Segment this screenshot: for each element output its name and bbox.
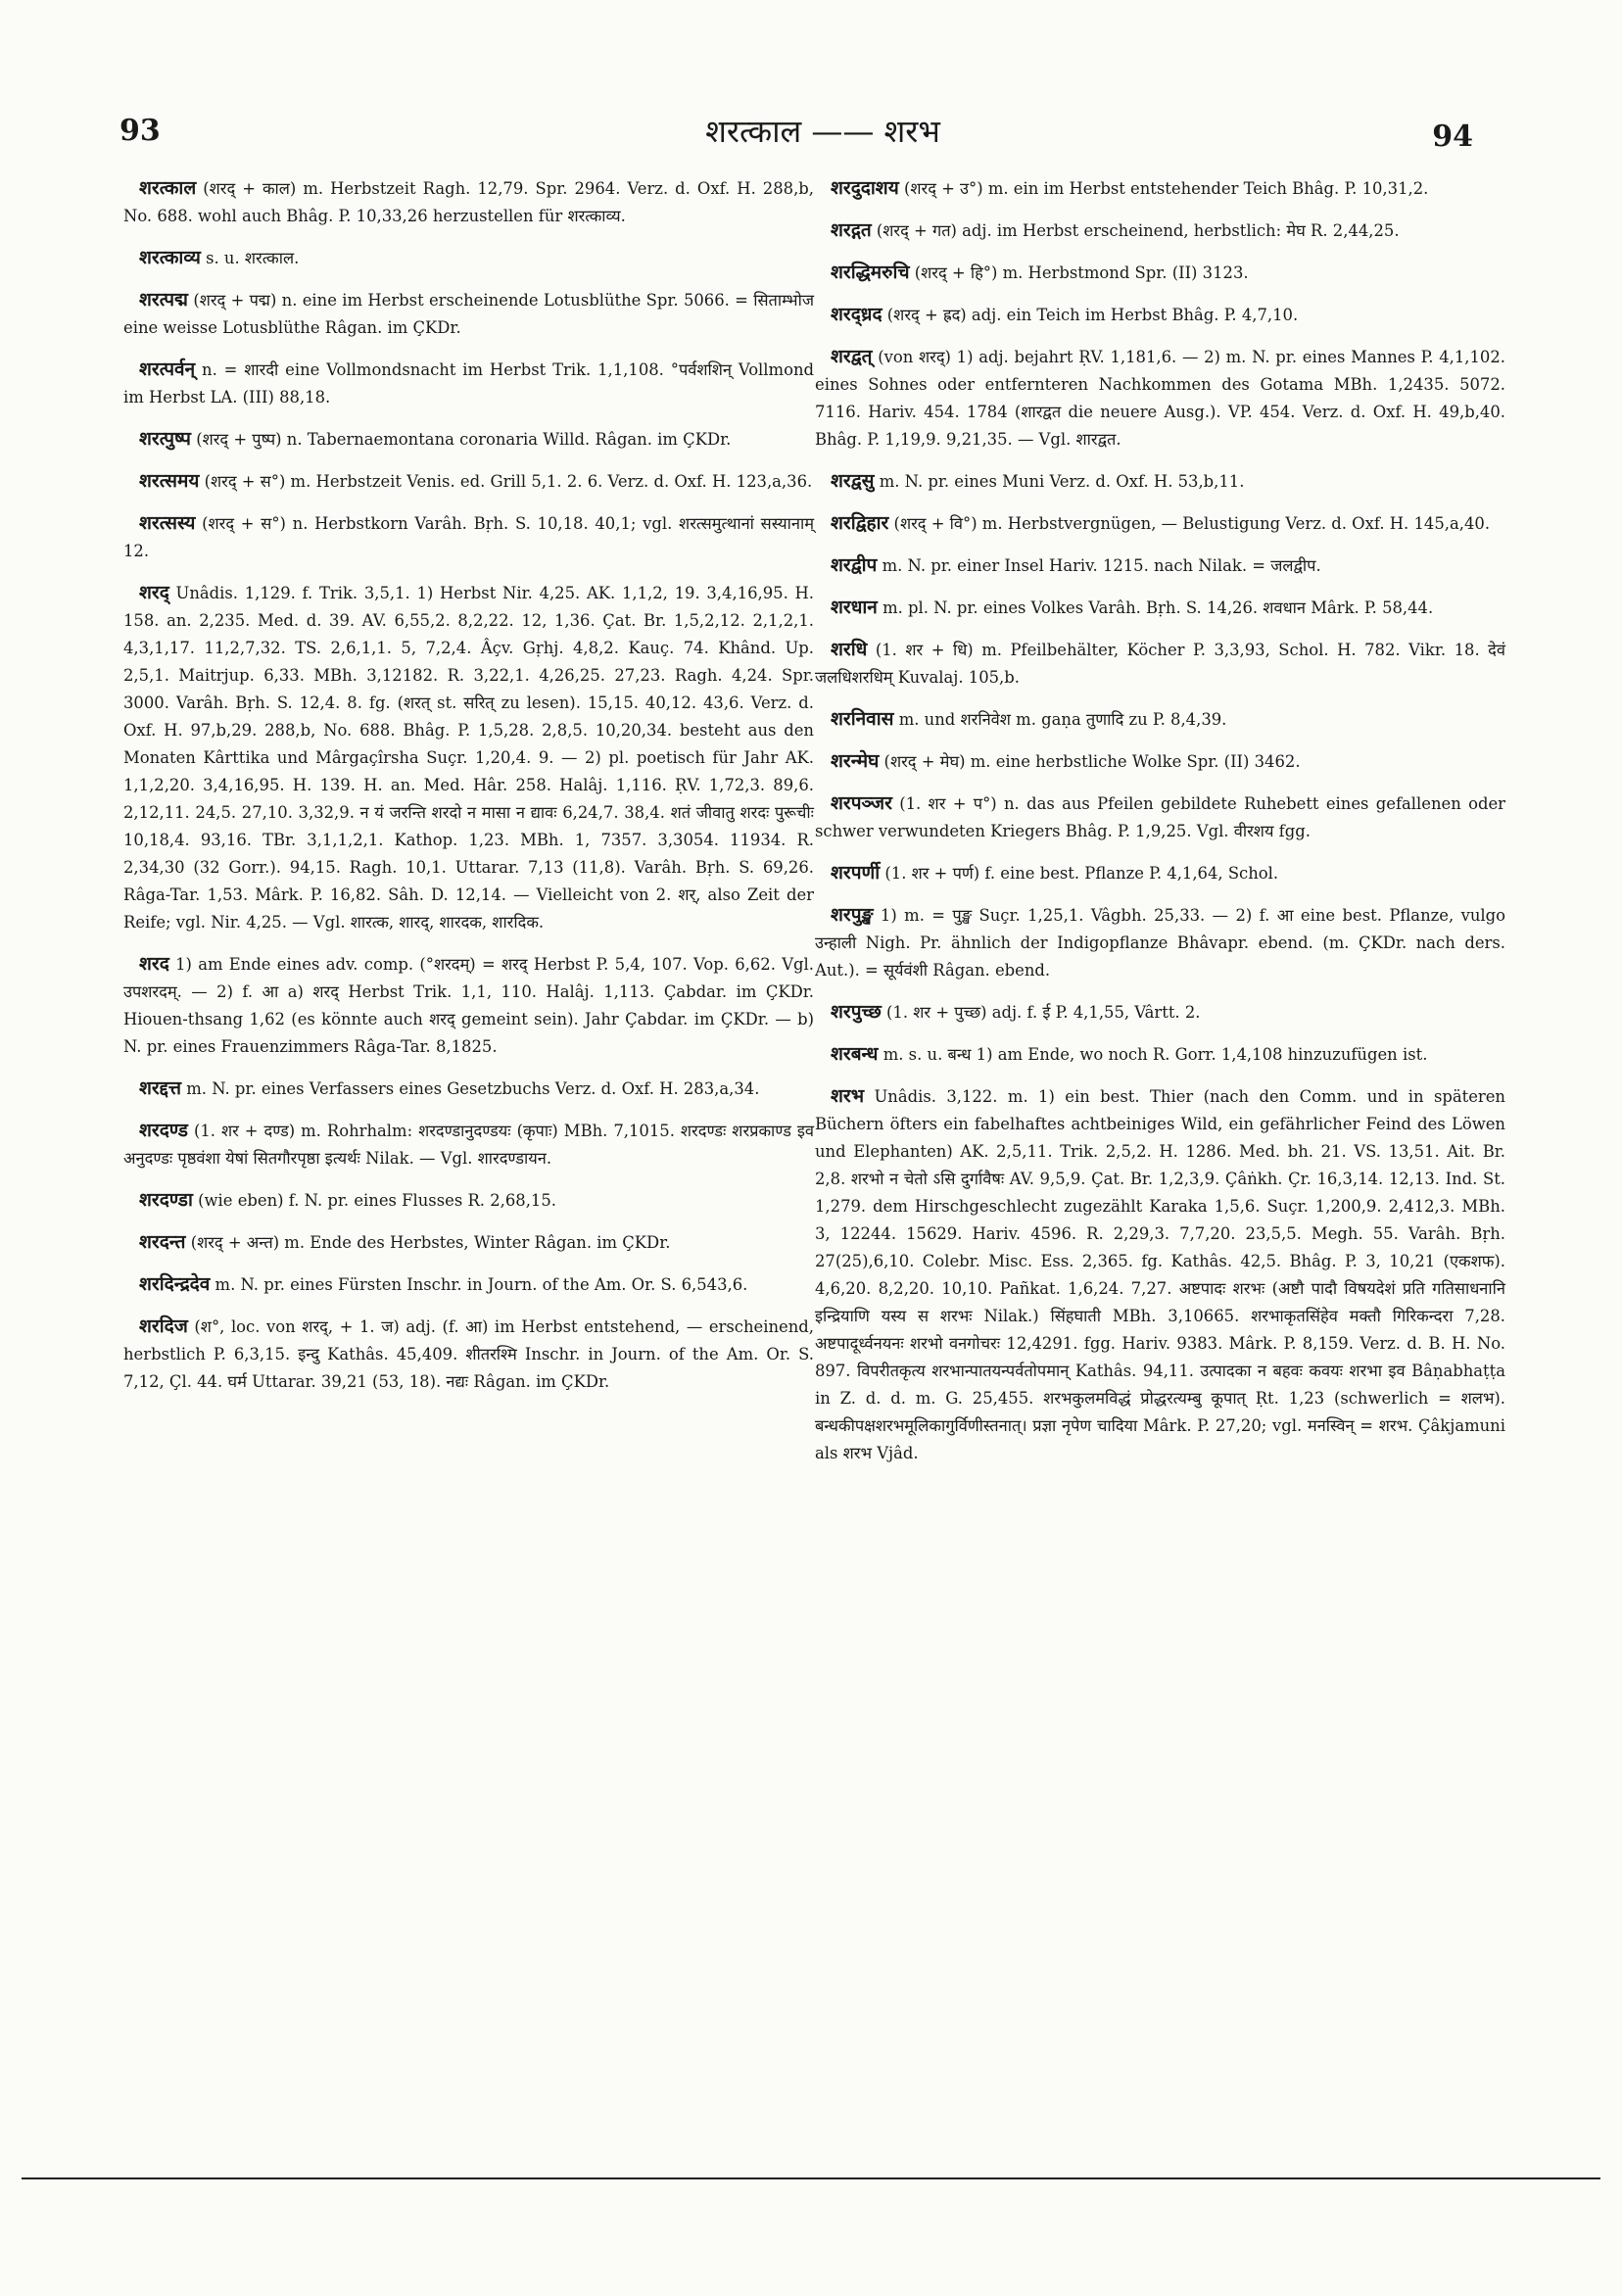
dictionary-entry [815, 301, 1505, 329]
entry-headword: शरद्वीप [831, 554, 878, 576]
entry-text: 1) m. = पुङ्ख Suçr. 1,25,1. Vâgbh. 25,33. — 2) f. आ eine best. Pflanze, vulgo उन्हाली Nigh. Pr. ähnlich der Indigopflanze Bhâvapr. ebend. (m. ÇKDr. nach ders. Aut.). = सूर्यवंशी Râgan. ebend. [815, 906, 1505, 980]
entry-headword: शरदण्ड [139, 1120, 188, 1141]
entry-text: (शरद् + उ°) m. ein im Herbst entstehender Teich Bhâg. P. 10,31,2. [903, 179, 1429, 198]
dictionary-entry [815, 859, 1505, 887]
entry-headword: शरत्काल [139, 177, 197, 199]
dictionary-entry [123, 1228, 814, 1257]
entry-headword: शरधान [831, 597, 878, 618]
dictionary-entry [815, 636, 1505, 692]
entry-headword: शरदिज [139, 1315, 188, 1337]
dictionary-entry [123, 1186, 814, 1215]
entry-headword: शरद्धिमरुचि [831, 262, 910, 283]
entry-text: (1. शर + दण्ड) m. Rohrhalm: शरदण्डानुदण्डयः (कृपाः) MBh. 7,1015. शरदण्डः शरप्रकाण्ड इव अनुदण्डः पृष्ठवंशा येषां सितगौरपृष्ठा इत्यर्थः Nilak. — Vgl. शारदण्डायन. [123, 1122, 814, 1168]
entry-text: m. N. pr. eines Fürsten Inschr. in Journ. of the Am. Or. S. 6,543,6. [215, 1275, 748, 1294]
entry-text: (1. शर + पर्ण) f. eine best. Pflanze P. 4,1,64, Schol. [884, 864, 1279, 883]
entry-text: (von शरद्) 1) adj. bejahrt ṚV. 1,181,6. — 2) m. N. pr. eines Mannes P. 4,1,102. eines Sohnes oder entfernteren Nachkommen des Gotama MBh. 1,2435. 5072. 7116. Hariv. 454. 1784 (शारद्वत die neuere Ausg.). VP. 454. Verz. d. Oxf. H. 49,b,40. Bhâg. P. 1,19,9. 9,21,35. — Vgl. शारद्वत. [815, 348, 1506, 449]
dictionary-entry [123, 425, 814, 454]
entry-headword: शरत्पर्वन् [139, 359, 196, 380]
dictionary-entry [815, 789, 1505, 845]
entry-headword: शरनिवास [831, 708, 894, 730]
entry-text: m. N. pr. eines Muni Verz. d. Oxf. H. 53,b,11. [879, 472, 1245, 491]
entry-headword: शरद्दत्त [139, 1077, 182, 1099]
dictionary-entry [815, 509, 1505, 538]
entry-text: m. s. u. बन्ध 1) am Ende, wo noch R. Gorr. 1,4,108 hinzuzufügen ist. [883, 1045, 1428, 1064]
page-number-left: 93 [119, 114, 161, 148]
page-number-right: 94 [1432, 120, 1473, 154]
left-column [123, 174, 814, 1410]
entry-text: (शरद् + मेघ) m. eine herbstliche Wolke Spr. (II) 3462. [883, 752, 1301, 771]
entry-headword: शरत्समय [139, 470, 200, 492]
entry-headword: शरत्पद्म [139, 289, 188, 311]
entry-text: (शरद् + गत) adj. im Herbst erscheinend, herbstlich: मेघ R. 2,44,25. [876, 221, 1400, 240]
dictionary-entry [815, 1040, 1505, 1069]
entry-headword: शरधि [831, 639, 868, 660]
dictionary-entry [815, 259, 1505, 287]
dictionary-entry [123, 286, 814, 342]
entry-text: (1. शर + धि) m. Pfeilbehälter, Köcher P. 3,3,93, Schol. H. 782. Vikr. 18. देवं जलधिशरधिम् Kuvalaj. 105,b. [815, 641, 1505, 687]
entry-headword: शरत्काव्य [139, 247, 201, 268]
entry-headword: शरदिन्द्रदेव [139, 1273, 211, 1295]
entry-text: (शरद् + पुष्प) n. Tabernaemontana coronaria Willd. Râgan. im ÇKDr. [196, 430, 732, 449]
entry-text: m. pl. N. pr. eines Volkes Varâh. Bṛh. S. 14,26. शवधान Mârk. P. 58,44. [883, 598, 1434, 617]
entry-text: n. = शारदी eine Vollmondsnacht im Herbst Trik. 1,1,108. °पर्वशशिन् Vollmond im Herbst LA. (III) 88,18. [123, 360, 815, 407]
dictionary-entry [815, 998, 1505, 1027]
entry-headword: शरपुच्छ [831, 1001, 882, 1023]
entry-text: (1. शर + पुच्छ) adj. f. ई P. 4,1,55, Vârtt. 2. [886, 1003, 1201, 1022]
entry-headword: शरबन्ध [831, 1043, 879, 1065]
right-column [815, 174, 1505, 1481]
entry-headword: शरद्गत [831, 219, 872, 241]
entry-headword: शरपर्णी [831, 862, 881, 884]
dictionary-entry [123, 1075, 814, 1103]
entry-text: (शरद् + स°) n. Herbstkorn Varâh. Bṛh. S. 10,18. 40,1; vgl. शरत्समुत्थानां सस्यानाम् 12. [123, 514, 815, 560]
header-title: शरत्काल —— शरभ [705, 113, 940, 150]
entry-text: (1. शर + प°) n. das aus Pfeilen gebildete Ruhebett eines gefallenen oder schwer verwundeten Kriegers Bhâg. P. 1,9,25. Vgl. वीरशय fgg. [815, 794, 1505, 840]
dictionary-entry [123, 1313, 814, 1396]
entry-headword: शरद् [139, 582, 169, 603]
dictionary-entry [123, 1117, 814, 1172]
entry-headword: शरपुङ्ख [831, 904, 874, 926]
entry-headword: शरदुदाशय [831, 177, 899, 199]
dictionary-entry [815, 216, 1505, 245]
entry-text: Unâdis. 1,129. f. Trik. 3,5,1. 1) Herbst Nir. 4,25. AK. 1,1,2, 19. 3,4,16,95. H. 158. an. 2,235. Med. d. 39. AV. 6,55,2. 8,2,22. 12, 1,36. Çat. Br. 1,5,2,12. 2,1,2,1. 4,3,1,17. 11,2,7,32. TS. 2,6,1,1. 5, 7,2,4. Âçv. Gṛhj. 4,8,2. Kauç. 74. Khând. Up. 2,5,1. Maitrjup. 6,33. MBh. 3,12182. R. 3,22,1. 4,26,25. 27,23. Ragh. 4,24. Spr. 3000. Varâh. Bṛh. S. 12,4. 8. fg. (शरत् st. सरित् zu lesen). 15,15. 40,12. 43,6. Verz. d. Oxf. H. 97,b,29. 288,b, No. 688. Bhâg. P. 1,5,28. 2,8,5. 10,20,34. besteht aus den Monaten Kârttika und Mârgaçîrsha Suçr. 1,20,4. 9. — 2) pl. poetisch für Jahr AK. 1,1,2,20. 3,4,16,95. H. 139. H. an. Med. Hâr. 258. Halâj. 1,116. ṚV. 1,72,3. 89,6. 2,12,11. 24,5. 27,10. 3,32,9. न यं जरन्ति शरदो न मासा न द्यावः 6,24,7. 38,4. शतं जीवातु शरदः पुरूचीः 10,18,4. 93,16. TBr. 3,1,1,2,1. Kathop. 1,23. MBh. 1, 7357. 3,3054. 11934. R. 2,34,30 (32 Gorr.). 94,15. Ragh. 10,1. Uttarar. 7,13 (11,8). Varâh. Bṛh. S. 69,26. Râga-Tar. 1,53. Mârk. P. 16,82. Sâh. D. 12,14. — Vielleicht von 2. शर्, also Zeit der Reife; vgl. Nir. 4,25. — Vgl. शारत्क, शारद्, शारदक, शारदिक. [123, 584, 814, 932]
entry-text: Unâdis. 3,122. m. 1) ein best. Thier (nach den Comm. und in späteren Büchern öfters ein fabelhaftes achtbeiniges Wild, ein gefährlicher Feind des Löwen und Elephanten) AK. 2,5,11. Trik. 2,5,2. H. 1286. Med. bh. 21. VS. 13,51. Ait. Br. 2,8. शरभो न चेतो ऽसि दुर्गावैषः AV. 9,5,9. Çat. Br. 1,2,3,9. Çâṅkh. Çr. 16,3,14. 12,13. Ind. St. 1,279. dem Hirschgeschlecht zugezählt Karaka 1,5,6. Suçr. 1,200,9. 2,412,3. MBh. 3, 12244. 15629. Hariv. 4596. R. 2,29,3. 7,7,20. 23,5,5. Megh. 55. Varâh. Bṛh. 27(25),6,10. Colebr. Misc. Ess. 2,365. fg. Kathâs. 42,5. Bhâg. P. 3, 10,21 (एकशफ). 4,6,20. 8,2,20. 10,10. Pañkat. 1,6,24. 7,27. अष्टपादः शरभः (अष्टौ पादौ विषयदेशं प्रति गतिसाधनानि इन्द्रियाणि यस्य स शरभः Nilak.) सिंहघाती MBh. 3,10665. शरभाकृतसिंहेव मक्तौ गिरिकन्दरा 7,28. अष्टपादूर्ध्वनयनः शरभो वनगोचरः 12,4291. fgg. Hariv. 9383. Mârk. P. 8,159. Verz. d. B. H. No. 897. विपरीतकृत्य शरभान्पातयन्पर्वतोपमान् Kathâs. 94,11. उत्पादका न बहवः कवयः शरभा इव Bâṇabhaṭṭa in Z. d. d. m. G. 25,455. शरभकुलमविद्धं प्रोद्धरत्यम्बु कूपात् Ṛt. 1,23 (schwerlich = शलभ). बन्धकीपक्षशरभमूलिकागुर्विणीस्तनात्। प्रज्ञा नृपेण चादिया Mârk. P. 27,20; vgl. मनस्विन् = शरभ. Çâkjamuni als शरभ Vjâd. [815, 1087, 1505, 1462]
entry-text: (शरद् + काल) m. Herbstzeit Ragh. 12,79. Spr. 2964. Verz. d. Oxf. H. 288,b, No. 688. wohl auch Bhâg. P. 10,33,26 herzustellen für शरत्काव्य. [123, 179, 815, 225]
dictionary-entry [123, 174, 814, 230]
entry-headword: शरदन्त [139, 1231, 186, 1253]
entry-headword: शरद्विहार [831, 512, 889, 534]
entry-text: 1) am Ende eines adv. comp. (°शरदम्) = शरद् Herbst P. 5,4, 107. Vop. 6,62. Vgl. उपशरदम्. — 2) f. आ a) शरद् Herbst Trik. 1,1, 110. Halâj. 1,113. Çabdar. im ÇKDr. Hiouen-thsang 1,62 (es könnte auch शरद् gemeint sein). Jahr Çabdar. im ÇKDr. — b) N. pr. eines Frauenzimmers Râga-Tar. 8,1825. [123, 955, 814, 1056]
entry-headword: शरद्वसु [831, 470, 875, 492]
dictionary-entry [123, 356, 814, 411]
entry-text: m. N. pr. eines Verfassers eines Gesetzbuchs Verz. d. Oxf. H. 283,a,34. [186, 1079, 760, 1098]
dictionary-entry [123, 950, 814, 1061]
entry-headword: शरन्मेघ [831, 750, 880, 772]
entry-text: (शरद् + ह्रद) adj. ein Teich im Herbst Bhâg. P. 4,7,10. [886, 306, 1299, 324]
running-header [0, 110, 1622, 159]
dictionary-entry [123, 467, 814, 496]
dictionary-entry [123, 1270, 814, 1299]
dictionary-entry [815, 551, 1505, 580]
entry-headword: शरद्ध्रद [831, 304, 883, 325]
entry-text: (शरद् + स°) m. Herbstzeit Venis. ed. Grill 5,1. 2. 6. Verz. d. Oxf. H. 123,a,36. [204, 472, 813, 491]
entry-headword: शरद्वत् [831, 346, 873, 367]
entry-headword: शरपञ्जर [831, 792, 892, 814]
entry-headword: शरत्सस्य [139, 512, 196, 534]
entry-headword: शरभ [831, 1085, 865, 1107]
dictionary-entry [123, 579, 814, 936]
dictionary-entry [815, 343, 1505, 454]
dictionary-entry [123, 509, 814, 565]
entry-headword: शरद [139, 953, 169, 975]
dictionary-entry [815, 747, 1505, 776]
entry-text: m. und शरनिवेश m. gaṇa तुणादि zu P. 8,4,39. [898, 710, 1227, 729]
entry-text: (शरद् + पद्म) n. eine im Herbst erscheinende Lotusblüthe Spr. 5066. = सिताम्भोज eine weisse Lotusblüthe Râgan. im ÇKDr. [123, 291, 814, 337]
entry-headword: शरदण्डा [139, 1189, 193, 1211]
entry-text: m. N. pr. einer Insel Hariv. 1215. nach Nilak. = जलद्वीप. [882, 556, 1321, 575]
entry-text: s. u. शरत्काल. [206, 249, 300, 267]
entry-headword: शरत्पुष्प [139, 428, 191, 450]
entry-text: (शरद् + अन्त) m. Ende des Herbstes, Winter Râgan. im ÇKDr. [190, 1233, 671, 1252]
entry-text: (शरद् + वि°) m. Herbstvergnügen, — Belustigung Verz. d. Oxf. H. 145,a,40. [893, 514, 1491, 533]
entry-text: (wie eben) f. N. pr. eines Flusses R. 2,68,15. [198, 1191, 556, 1210]
entry-text: (श°, loc. von शरद्, + 1. ज) adj. (f. आ) im Herbst entstehend, — erscheinend, herbstlich P. 6,3,15. इन्दु Kathâs. 45,409. शीतरश्मि Inschr. in Journ. of the Am. Or. S. 7,12, Çl. 44. घर्म Uttarar. 39,21 (53, 18). नद्यः Râgan. im ÇKDr. [123, 1317, 814, 1391]
dictionary-entry [815, 705, 1505, 734]
entry-text: (शरद् + हि°) m. Herbstmond Spr. (II) 3123. [914, 263, 1249, 282]
dictionary-entry [815, 901, 1505, 984]
dictionary-entry [815, 1082, 1505, 1467]
footer-rule [22, 2177, 1600, 2179]
dictionary-entry [815, 594, 1505, 622]
dictionary-entry [123, 244, 814, 272]
dictionary-entry [815, 174, 1505, 203]
dictionary-entry [815, 467, 1505, 496]
